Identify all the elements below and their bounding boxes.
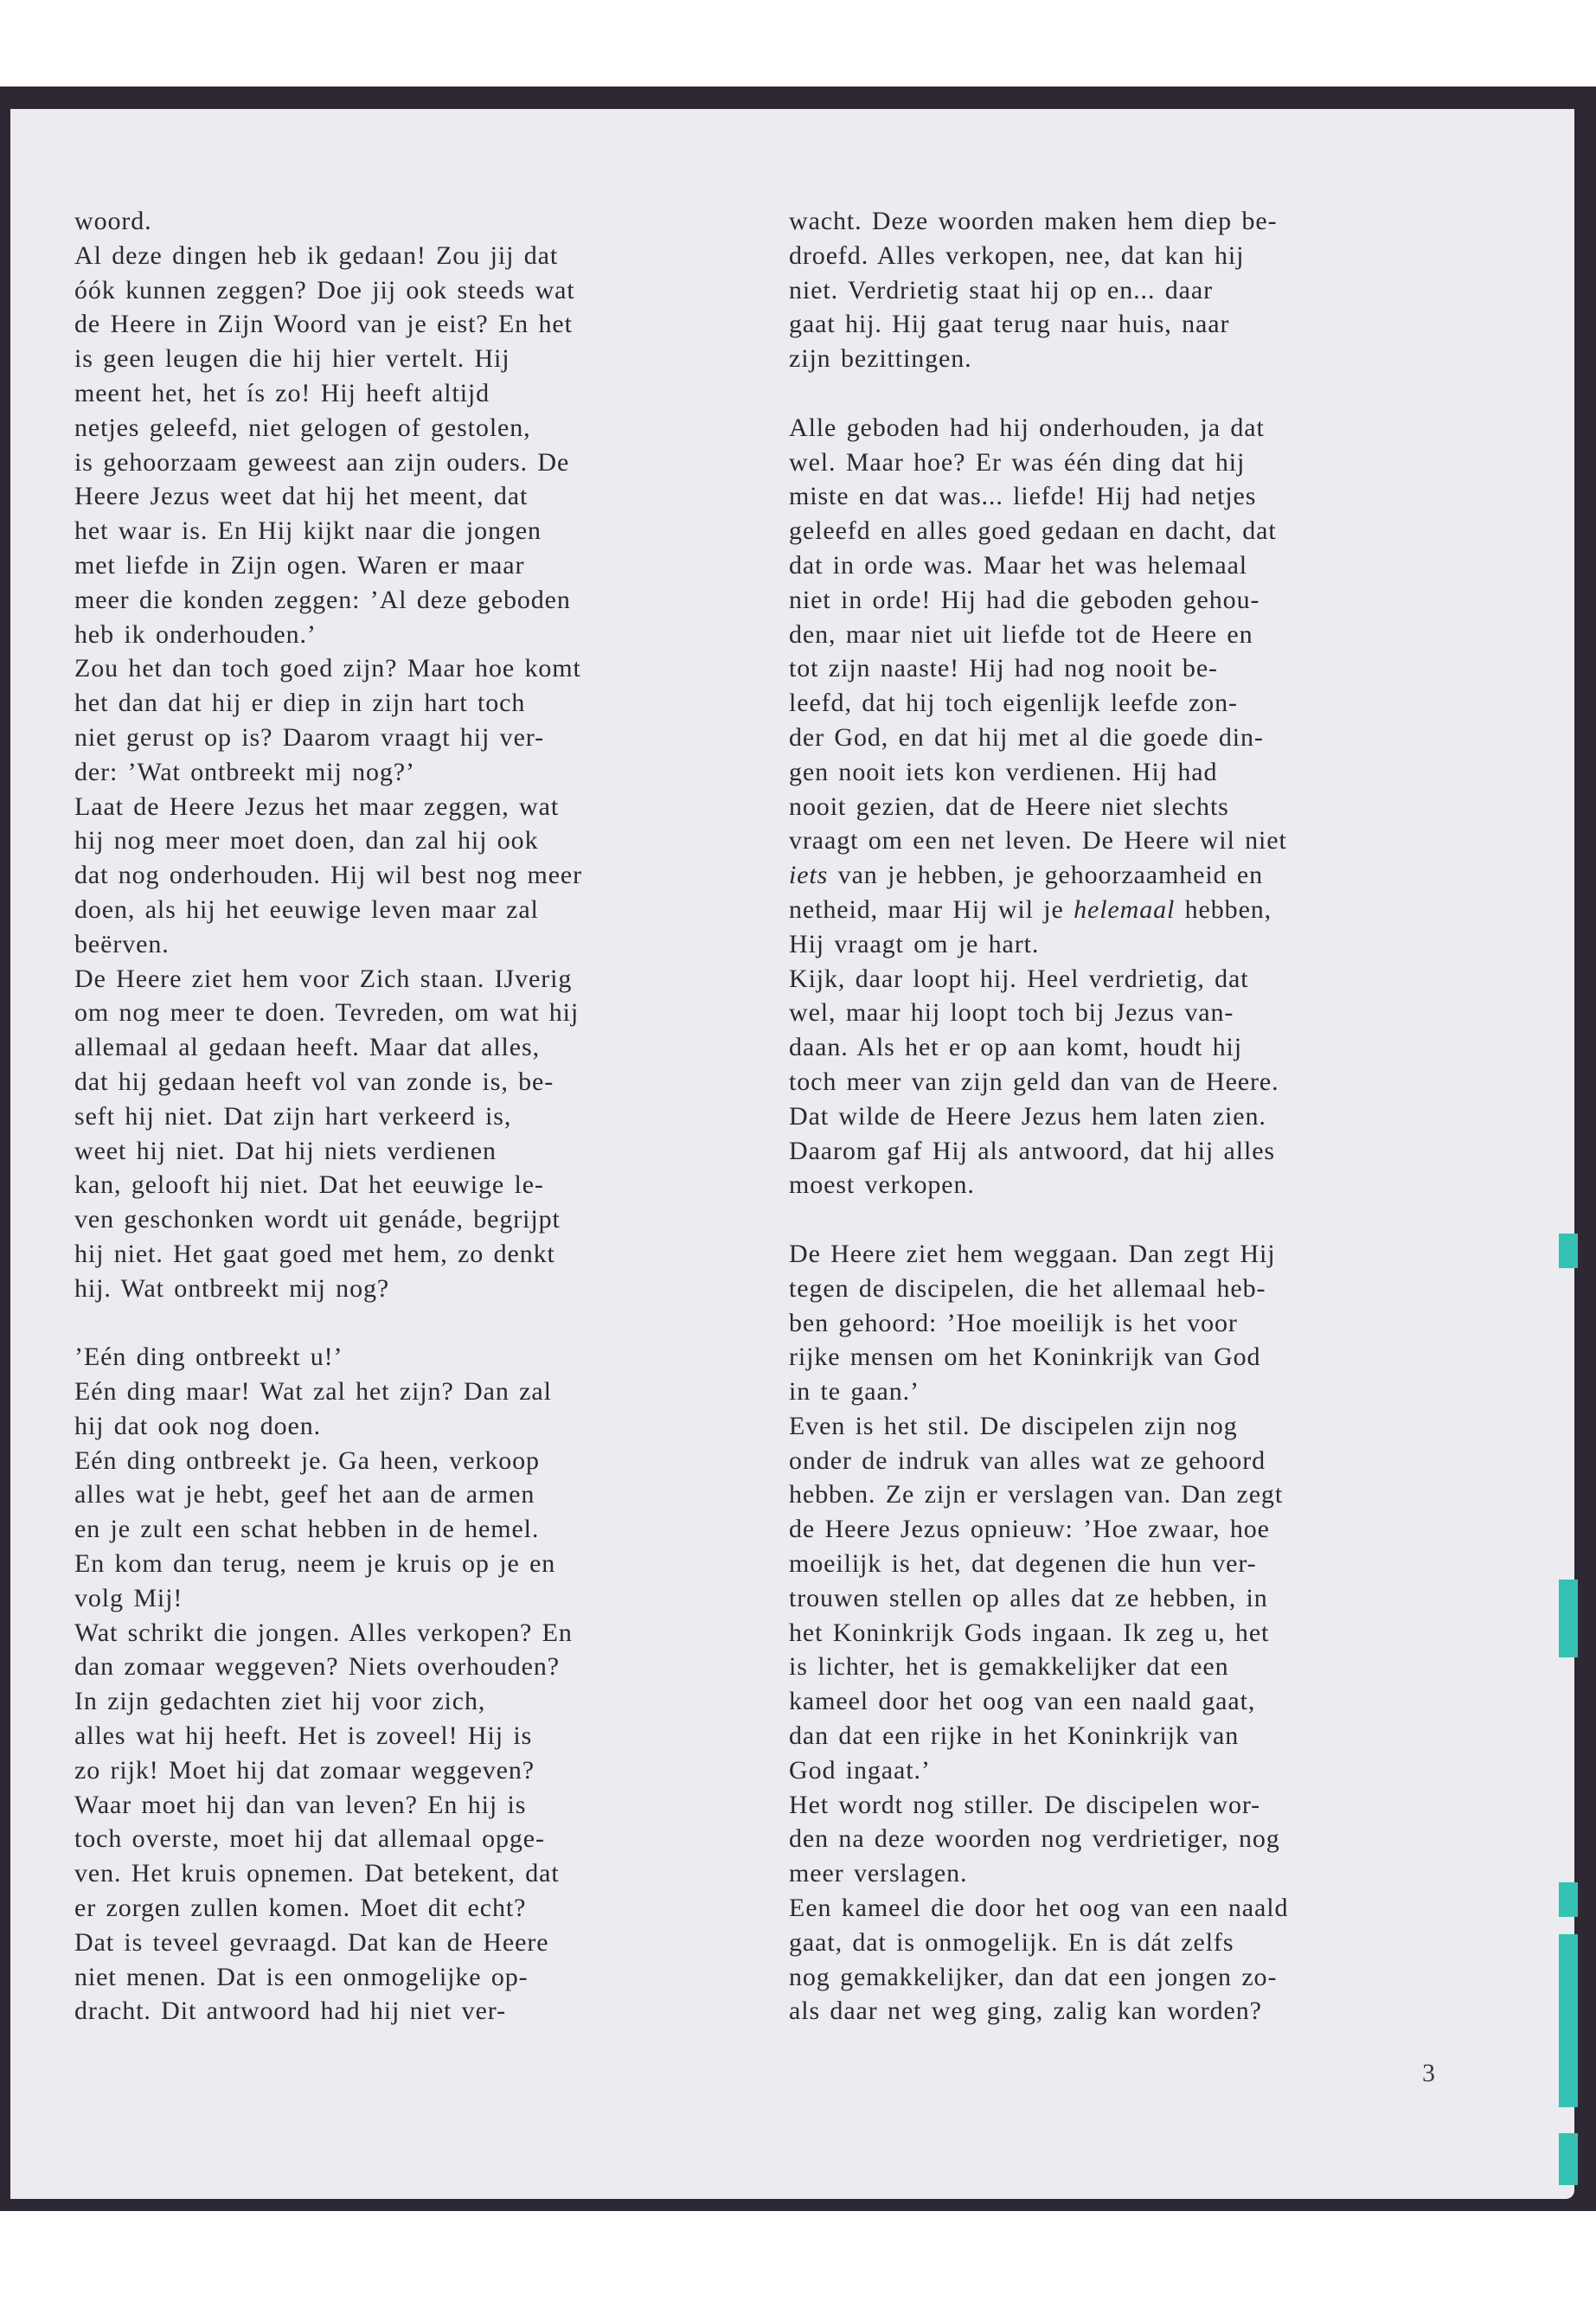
text-span: hij nog meer moet doen, dan zal hij ook: [74, 826, 539, 856]
text-line: [74, 962, 582, 997]
text-span: der God, en dat hij met al die goede din-: [789, 722, 1264, 752]
text-line: [74, 1375, 582, 1409]
text-line: [789, 686, 1288, 721]
text-span: Eén ding ontbreekt je. Ga heen, verkoop: [74, 1445, 540, 1475]
text-line: [74, 1409, 582, 1444]
text-line: [74, 1168, 582, 1202]
text-line: [74, 204, 582, 239]
text-span: hij dat ook nog doen.: [74, 1411, 322, 1440]
text-span: Heere Jezus weet dat hij het meent, dat: [74, 482, 529, 511]
text-line: [74, 548, 582, 583]
text-span: Alle geboden had hij onderhouden, ja dat: [789, 413, 1265, 442]
text-line: [74, 479, 582, 514]
italic-text: helemaal: [1074, 894, 1176, 924]
text-line: [74, 1272, 582, 1306]
text-line: [74, 1477, 582, 1512]
text-span: niet in orde! Hij had die geboden gehou-: [789, 585, 1260, 614]
text-span: volg Mij!: [74, 1583, 183, 1612]
text-span: met liefde in Zijn ogen. Waren er maar: [74, 550, 525, 580]
text-line: [789, 1030, 1288, 1065]
text-span: netheid, maar Hij wil je: [789, 894, 1074, 924]
text-span: nooit gezien, dat de Heere niet slechts: [789, 792, 1229, 821]
text-span: netjes geleefd, niet gelogen of gestolen,: [74, 413, 531, 442]
text-span: moest verkopen.: [789, 1170, 975, 1200]
teal-page-tab: [1559, 1934, 1578, 2107]
text-line: [789, 824, 1288, 858]
text-line: [74, 1099, 582, 1134]
text-span: óók kunnen zeggen? Doe jij ook steeds wat: [74, 275, 575, 304]
text-line: [789, 1272, 1288, 1306]
text-line: [74, 1650, 582, 1684]
text-line: [74, 583, 582, 618]
text-line: [789, 479, 1288, 514]
text-line: [789, 1856, 1288, 1891]
text-span: hebben. Ze zijn er verslagen van. Dan zegt: [789, 1480, 1284, 1509]
text-line: [74, 996, 582, 1030]
text-span: De Heere ziet hem voor Zich staan. IJverig: [74, 964, 573, 993]
text-line: [789, 858, 1288, 893]
text-line: [74, 1444, 582, 1478]
text-span: Dat wilde de Heere Jezus hem laten zien.: [789, 1101, 1266, 1131]
text-line: [74, 1684, 582, 1719]
text-span: Zou het dan toch goed zijn? Maar hoe komt: [74, 654, 581, 683]
text-span: gen nooit iets kon verdienen. Hij had: [789, 757, 1218, 786]
text-line: [789, 1237, 1288, 1272]
text-span: Daarom gaf Hij als antwoord, dat hij alles: [789, 1136, 1275, 1165]
text-line: [74, 893, 582, 927]
text-line: [74, 824, 582, 858]
text-span: en je zult een schat hebben in de hemel.: [74, 1515, 540, 1544]
text-span: rijke mensen om het Koninkrijk van God: [789, 1343, 1261, 1372]
text-line: [74, 1719, 582, 1753]
text-line: [74, 1822, 582, 1856]
text-span: kan, gelooft hij niet. Dat het eeuwige le-: [74, 1170, 544, 1200]
text-span: meent het, het ís zo! Hij heeft altijd: [74, 378, 490, 407]
text-line: [74, 1788, 582, 1823]
text-span: leefd, dat hij toch eigenlijk leefde zon-: [789, 689, 1238, 718]
text-span: De Heere ziet hem weggaan. Dan zegt Hij: [789, 1239, 1276, 1268]
text-line: [789, 1409, 1288, 1444]
text-span: als daar net weg ging, zalig kan worden?: [789, 1997, 1262, 2026]
text-line: [789, 548, 1288, 583]
text-span: ven geschonken wordt uit genáde, begrijpt: [74, 1205, 561, 1234]
text-span: hij. Wat ontbreekt mij nog?: [74, 1273, 390, 1303]
text-span: is geen leugen die hij hier vertelt. Hij: [74, 344, 510, 374]
teal-page-tab: [1559, 1882, 1578, 1917]
text-line: [74, 755, 582, 790]
text-span: ’Eén ding ontbreekt u!’: [74, 1343, 343, 1372]
text-span: Het wordt nog stiller. De discipelen wor-: [789, 1790, 1261, 1819]
text-line: [789, 790, 1288, 824]
text-line: [789, 307, 1288, 342]
text-span: Laat de Heere Jezus het maar zeggen, wat: [74, 792, 560, 821]
text-line: [789, 239, 1288, 273]
text-span: geleefd en alles goed gedaan en dacht, dat: [789, 516, 1277, 546]
text-span: van je hebben, je gehoorzaamheid en: [828, 861, 1263, 890]
text-line: [789, 1891, 1288, 1926]
text-span: kameel door het oog van een naald gaat,: [789, 1687, 1256, 1716]
text-span: beërven.: [74, 929, 170, 958]
text-span: gaat hij. Hij gaat terug naar huis, naar: [789, 310, 1230, 339]
text-span: hebben,: [1175, 894, 1272, 924]
text-line: [789, 1822, 1288, 1856]
text-span: om nog meer te doen. Tevreden, om wat hij: [74, 998, 580, 1028]
text-span: is lichter, het is gemakkelijker dat een: [789, 1652, 1229, 1682]
text-span: is gehoorzaam geweest aan zijn ouders. De: [74, 447, 570, 477]
text-line: [74, 239, 582, 273]
text-line: [74, 1065, 582, 1099]
text-line: [74, 342, 582, 376]
text-line: [74, 273, 582, 308]
blank-line: [789, 376, 1288, 411]
text-line: [74, 1030, 582, 1065]
left-text-column: [74, 204, 582, 2029]
text-line: [74, 1616, 582, 1650]
text-span: dat hij gedaan heeft vol van zonde is, be-: [74, 1067, 554, 1096]
text-span: gaat, dat is onmogelijk. En is dát zelfs: [789, 1927, 1234, 1957]
text-span: Een kameel die door het oog van een naald: [789, 1894, 1289, 1923]
italic-text: iets: [789, 861, 829, 890]
blank-line: [74, 1306, 582, 1341]
text-span: toch overste, moet hij dat allemaal opge-: [74, 1824, 545, 1854]
text-span: zo rijk! Moet hij dat zomaar weggeven?: [74, 1755, 535, 1785]
text-span: moeilijk is het, dat degenen die hun ver-: [789, 1549, 1257, 1579]
text-span: de Heere in Zijn Woord van je eist? En het: [74, 310, 573, 339]
text-span: tot zijn naaste! Hij had nog nooit be-: [789, 654, 1218, 683]
text-line: [789, 1926, 1288, 1960]
text-span: het dan dat hij er diep in zijn hart toch: [74, 689, 526, 718]
text-line: [789, 445, 1288, 480]
text-span: meer verslagen.: [789, 1859, 968, 1888]
text-line: [789, 1065, 1288, 1099]
text-line: [789, 1719, 1288, 1753]
text-line: [789, 1099, 1288, 1134]
text-line: [74, 1891, 582, 1926]
text-span: wel. Maar hoe? Er was één ding dat hij: [789, 447, 1246, 477]
text-span: in te gaan.’: [789, 1377, 920, 1407]
text-span: tegen de discipelen, die het allemaal heb-: [789, 1273, 1266, 1303]
text-line: [789, 618, 1288, 652]
text-line: [789, 583, 1288, 618]
text-span: den, maar niet uit liefde tot de Heere en: [789, 619, 1253, 649]
text-line: [74, 411, 582, 445]
text-span: allemaal al gedaan heeft. Maar dat alles,: [74, 1033, 540, 1062]
text-span: Even is het stil. De discipelen zijn nog: [789, 1411, 1238, 1440]
right-text-column: [789, 204, 1288, 2029]
text-span: vraagt om een net leven. De Heere wil niet: [789, 826, 1287, 856]
text-span: ben gehoord: ’Hoe moeilijk is het voor: [789, 1308, 1238, 1337]
text-line: [74, 1581, 582, 1616]
text-line: [74, 858, 582, 893]
text-line: [74, 1340, 582, 1375]
text-line: [789, 927, 1288, 962]
text-span: dan dat een rijke in het Koninkrijk van: [789, 1721, 1240, 1751]
text-line: [789, 962, 1288, 997]
text-span: In zijn gedachten ziet hij voor zich,: [74, 1687, 486, 1716]
text-line: [789, 1994, 1288, 2029]
text-span: hij niet. Het gaat goed met hem, zo denkt: [74, 1239, 555, 1268]
text-line: [789, 1547, 1288, 1581]
text-line: [789, 1306, 1288, 1341]
text-span: doen, als hij het eeuwige leven maar zal: [74, 894, 539, 924]
text-span: seft hij niet. Dat zijn hart verkeerd is,: [74, 1101, 512, 1131]
text-span: ven. Het kruis opnemen. Dat betekent, dat: [74, 1859, 560, 1888]
text-line: [789, 1477, 1288, 1512]
text-span: zijn bezittingen.: [789, 344, 972, 374]
text-line: [789, 651, 1288, 686]
text-line: [74, 927, 582, 962]
text-line: [789, 1684, 1288, 1719]
text-line: [789, 1788, 1288, 1823]
text-span: woord.: [74, 207, 152, 235]
text-span: Eén ding maar! Wat zal het zijn? Dan zal: [74, 1377, 552, 1407]
text-line: [74, 1856, 582, 1891]
text-line: [789, 996, 1288, 1030]
text-line: [74, 1960, 582, 1995]
text-line: [74, 1994, 582, 2029]
text-span: Al deze dingen heb ik gedaan! Zou jij dat: [74, 240, 559, 270]
text-line: [789, 721, 1288, 755]
text-span: God ingaat.’: [789, 1755, 931, 1785]
text-line: [74, 1753, 582, 1788]
text-span: er zorgen zullen komen. Moet dit echt?: [74, 1894, 527, 1923]
text-span: Waar moet hij dan van leven? En hij is: [74, 1790, 527, 1819]
text-span: wel, maar hij loopt toch bij Jezus van-: [789, 998, 1234, 1028]
page-number: 3: [1422, 2059, 1435, 2087]
text-span: niet menen. Dat is een onmogelijke op-: [74, 1962, 529, 1991]
text-line: [74, 376, 582, 411]
text-span: alles wat je hebt, geef het aan de armen: [74, 1480, 535, 1509]
text-span: dat in orde was. Maar het was helemaal: [789, 550, 1248, 580]
text-span: trouwen stellen op alles dat ze hebben, in: [789, 1583, 1268, 1612]
text-line: [789, 1375, 1288, 1409]
text-span: daan. Als het er op aan komt, houdt hij: [789, 1033, 1243, 1062]
text-line: [789, 893, 1288, 927]
text-line: [789, 411, 1288, 445]
text-span: der: ’Wat ontbreekt mij nog?’: [74, 757, 415, 786]
text-line: [74, 514, 582, 548]
text-span: niet. Verdrietig staat hij op en... daar: [789, 275, 1213, 304]
text-line: [74, 445, 582, 480]
text-span: het Koninkrijk Gods ingaan. Ik zeg u, het: [789, 1618, 1270, 1647]
text-line: [789, 1444, 1288, 1478]
text-line: [789, 1753, 1288, 1788]
text-span: het waar is. En Hij kijkt naar die jongen: [74, 516, 542, 546]
text-span: heb ik onderhouden.’: [74, 619, 317, 649]
text-line: [789, 204, 1288, 239]
text-span: meer die konden zeggen: ’Al deze geboden: [74, 585, 571, 614]
text-line: [74, 1512, 582, 1547]
text-line: [74, 721, 582, 755]
text-line: [789, 1960, 1288, 1995]
text-line: [74, 1202, 582, 1237]
text-span: miste en dat was... liefde! Hij had netjes: [789, 482, 1257, 511]
text-line: [789, 342, 1288, 376]
teal-page-tab: [1559, 1234, 1578, 1268]
text-line: [789, 1650, 1288, 1684]
text-line: [789, 1512, 1288, 1547]
text-line: [74, 1926, 582, 1960]
text-line: [74, 1547, 582, 1581]
text-span: dracht. Dit antwoord had hij niet ver-: [74, 1997, 506, 2026]
text-line: [789, 1168, 1288, 1202]
text-span: niet gerust op is? Daarom vraagt hij ver-: [74, 722, 544, 752]
teal-page-tab: [1559, 2133, 1578, 2185]
blank-line: [789, 1202, 1288, 1237]
text-span: weet hij niet. Dat hij niets verdienen: [74, 1136, 497, 1165]
text-span: Kijk, daar loopt hij. Heel verdrietig, dat: [789, 964, 1249, 993]
text-line: [74, 1237, 582, 1272]
text-span: den na deze woorden nog verdrietiger, nog: [789, 1824, 1280, 1854]
text-line: [74, 651, 582, 686]
text-span: dat nog onderhouden. Hij wil best nog meer: [74, 861, 583, 890]
text-span: toch meer van zijn geld dan van de Heere.: [789, 1067, 1279, 1096]
text-span: droefd. Alles verkopen, nee, dat kan hij: [789, 240, 1245, 270]
text-line: [789, 1134, 1288, 1169]
text-span: Wat schrikt die jongen. Alles verkopen? En: [74, 1618, 573, 1647]
text-line: [74, 686, 582, 721]
text-span: onder de indruk van alles wat ze gehoord: [789, 1445, 1266, 1475]
text-line: [74, 618, 582, 652]
text-span: En kom dan terug, neem je kruis op je en: [74, 1549, 556, 1579]
text-span: nog gemakkelijker, dan dat een jongen zo-: [789, 1962, 1278, 1991]
text-span: Hij vraagt om je hart.: [789, 929, 1040, 958]
text-line: [74, 1134, 582, 1169]
text-span: dan zomaar weggeven? Niets overhouden?: [74, 1652, 560, 1682]
text-line: [74, 307, 582, 342]
text-line: [789, 273, 1288, 308]
text-line: [789, 514, 1288, 548]
text-line: [789, 755, 1288, 790]
teal-page-tab: [1559, 1580, 1578, 1657]
text-span: de Heere Jezus opnieuw: ’Hoe zwaar, hoe: [789, 1515, 1270, 1544]
text-line: [789, 1616, 1288, 1650]
text-line: [74, 790, 582, 824]
text-line: [789, 1581, 1288, 1616]
text-line: [789, 1340, 1288, 1375]
text-span: wacht. Deze woorden maken hem diep be-: [789, 207, 1278, 235]
text-span: Dat is teveel gevraagd. Dat kan de Heere: [74, 1927, 549, 1957]
text-span: alles wat hij heeft. Het is zoveel! Hij is: [74, 1721, 533, 1751]
